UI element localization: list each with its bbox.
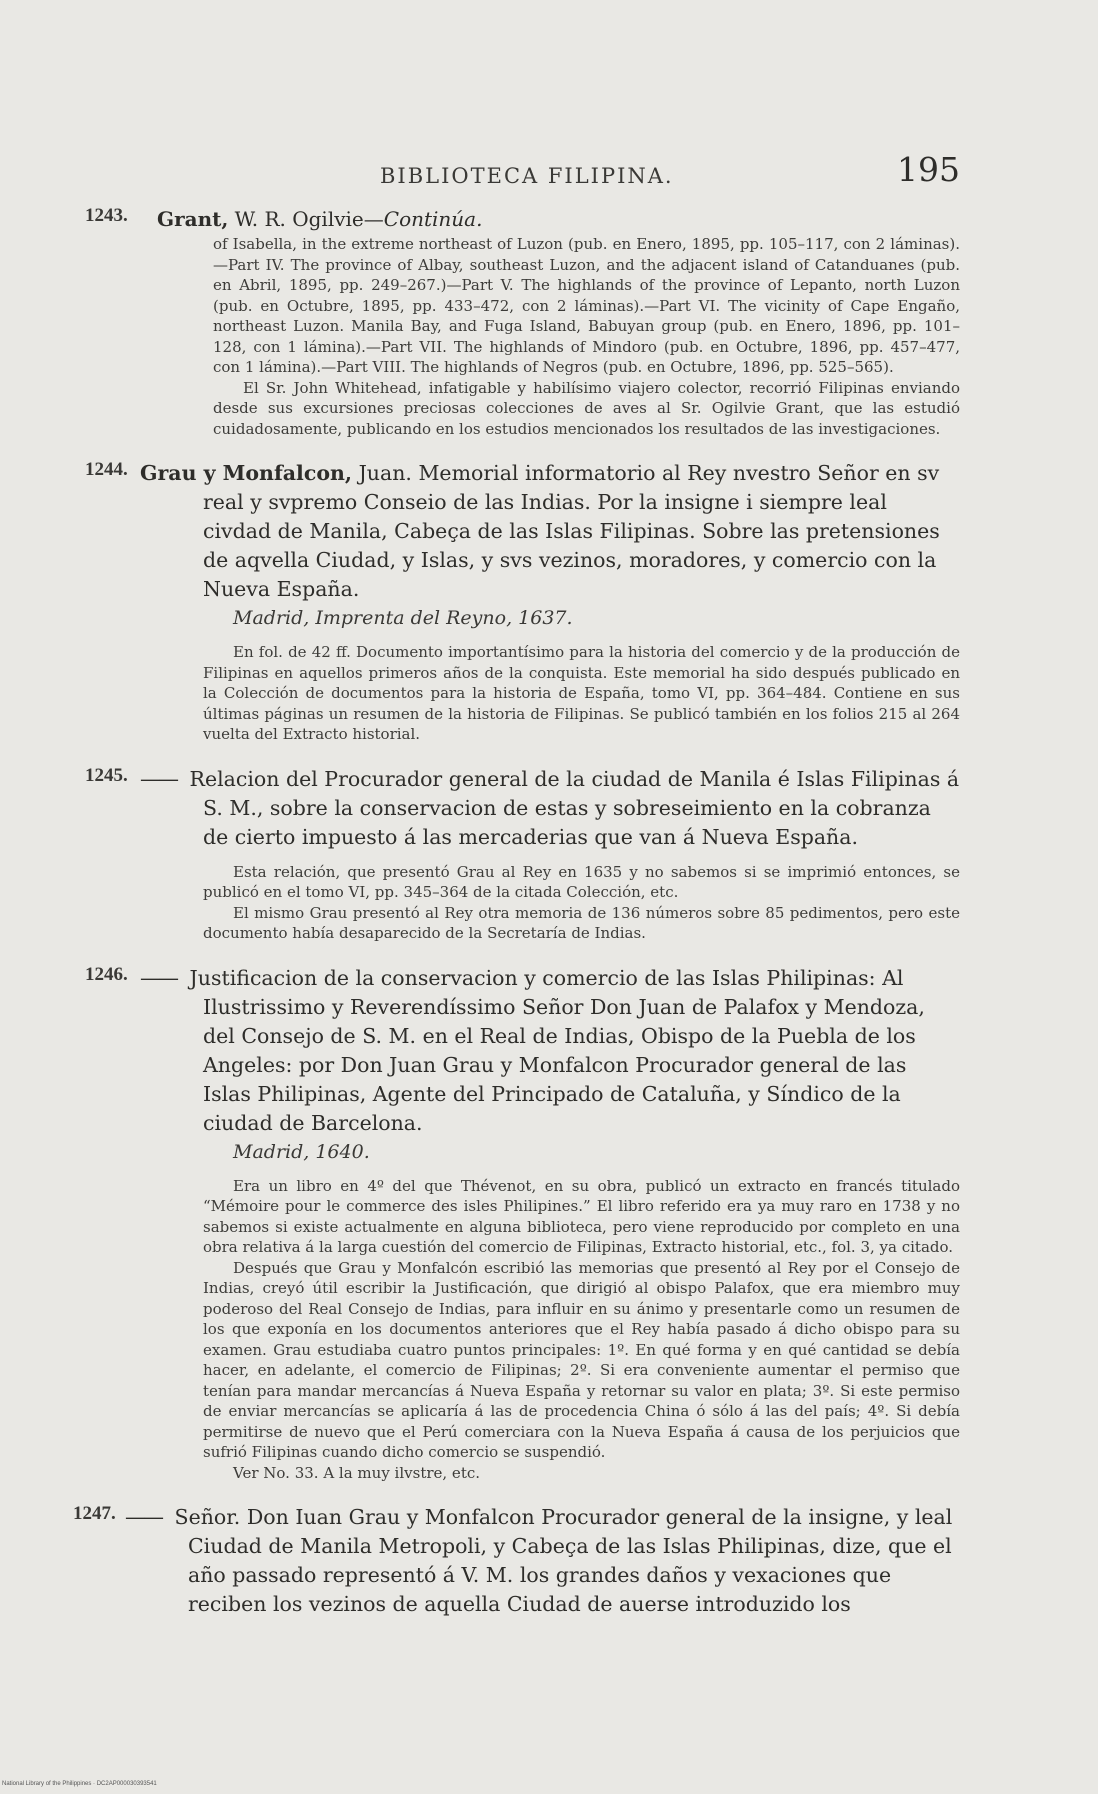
entry-title bbox=[157, 205, 960, 234]
entry-title bbox=[140, 964, 960, 1138]
entry-dash: —— bbox=[140, 766, 177, 791]
entry-number: 1246. bbox=[85, 963, 128, 985]
page-body bbox=[73, 205, 960, 1619]
entry-note: El mismo Grau presentó al Rey otra memoria de 136 números sobre 85 pedimentos, pero este documento había desaparecido de la Secretaría de Indias. bbox=[203, 903, 960, 942]
entry-number: 1243. bbox=[85, 205, 128, 226]
entry-dash: —— bbox=[125, 1505, 162, 1529]
entry-title bbox=[140, 765, 960, 852]
entry-1246 bbox=[85, 964, 960, 1484]
entry-title-text: Relacion del Procurador general de la ciudad de Manila é Islas Filipinas á S. M., sobre la conservacion de estas y sobreseimiento en la cobranza de cierto impuesto á las mercaderias que van á Nueva España. bbox=[189, 766, 960, 849]
entry-title bbox=[140, 459, 960, 604]
entry-number: 1247. bbox=[73, 1503, 116, 1524]
entry-note: Ver No. 33. A la muy ilvstre, etc. bbox=[233, 1463, 481, 1482]
entry-1245 bbox=[85, 765, 960, 944]
entry-note: Esta relación, que presentó Grau al Rey en 1635 y no sabemos si se imprimió entonces, se publicó en el tomo VI, pp. 345–364 de la citada Colección, etc. bbox=[203, 862, 960, 901]
entry-author: Grau y Monfalcon, bbox=[140, 461, 353, 485]
entry-author: Grant, bbox=[157, 207, 229, 231]
running-title: BIBLIOTECA FILIPINA. bbox=[380, 164, 674, 188]
scan-footer: National Library of the Philippines · DC2AP000030393541 bbox=[2, 1781, 157, 1787]
entry-1244 bbox=[85, 459, 960, 745]
entry-imprint: Madrid, 1640. bbox=[233, 1140, 370, 1163]
entry-imprint: Madrid, Imprenta del Reyno, 1637. bbox=[233, 607, 573, 629]
entry-number: 1244. bbox=[85, 459, 128, 480]
entry-1247 bbox=[73, 1503, 960, 1619]
page-header bbox=[190, 150, 960, 198]
entry-continued: Continúa. bbox=[383, 207, 483, 231]
entry-title bbox=[125, 1503, 960, 1619]
entry-note: Era un libro en 4º del que Thévenot, en su obra, publicó un extracto en francés titulado “Mémoire pour le commerce des isles Philipines.” El libro referido era ya muy raro en 1738 y no sabemos si existe actualmente en alguna biblioteca, pero viene reproducido por completo en una obra relativa á la larga cuestión del comercio de Filipinas, Extracto historial, etc., fol. 3, ya citado. bbox=[203, 1176, 960, 1256]
entry-title-text: Justificacion de la conservacion y comercio de las Islas Philipinas: Al Ilustrissimo y Reverendíssimo Señor Don Juan de Palafox y Mendoza, del Consejo de S. M. en el Real de Indias, Obispo de la Puebla de los Angeles: por Don Juan Grau y Monfalcon Procurador general de las Islas Philipinas, Agente del Principado de Cataluña, y Síndico de la ciudad de Barcelona. bbox=[189, 965, 925, 1135]
entry-title-text: W. R. Ogilvie— bbox=[228, 207, 384, 231]
entry-dash: —— bbox=[140, 965, 177, 990]
entry-note: El Sr. John Whitehead, infatigable y habilísimo viajero colector, recorrió Filipinas enviando desde sus excursiones preciosas colecciones de aves al Sr. Ogilvie Grant, que las estudió cuidadosamente, publicando en los estudios mencionados los resultados de las investigaciones. bbox=[213, 378, 960, 438]
entry-note: Después que Grau y Monfalcón escribió las memorias que presentó al Rey por el Consejo de Indias, creyó útil escribir la Justificación, que dirigió al obispo Palafox, que era miembro muy poderoso del Real Consejo de Indias, para influir en su ánimo y presentarle como un resumen de los que exponía en los documentos anteriores que el Rey había pasado á dicho obispo para su examen. Grau estudiaba cuatro puntos principales: 1º. En qué forma y en qué cantidad se debía hacer, en adelante, el comercio de Filipinas; 2º. Si era conveniente aumentar el permiso que tenían para mandar mercancías á Nueva España y retornar su valor en plata; 3º. Si este permiso de enviar mercancías se aplicaría á las de procedencia China ó sólo á las del país; 4º. Si debía permitirse de nuevo que el Perú comerciara con la Nueva España á causa de los perjuicios que sufrió Filipinas cuando dicho comercio se suspendió. bbox=[203, 1258, 960, 1461]
entry-1243 bbox=[85, 205, 960, 439]
entry-number: 1245. bbox=[85, 764, 128, 786]
entry-title-text: Juan. Memorial informatorio al Rey nvestro Señor en sv real y svpremo Conseio de las Indias. Por la insigne i siempre leal civdad de Manila, Cabeça de las Islas Filipinas. Sobre las pretensiones de aqvella Ciudad, y Islas, y svs vezinos, moradores, y comercio con la Nueva España. bbox=[203, 461, 940, 601]
entry-note: of Isabella, in the extreme northeast of Luzon (pub. en Enero, 1895, pp. 105–117, con 2 láminas).—Part IV. The province of Albay, southeast Luzon, and the adjacent island of Catanduanes (pub. en Abril, 1895, pp. 249–267.)—Part V. The highlands of the province of Lepanto, north Luzon (pub. en Octubre, 1895, pp. 433–472, con 2 láminas).—Part VI. The vicinity of Cape Engaño, northeast Luzon. Manila Bay, and Fuga Island, Babuyan group (pub. en Enero, 1896, pp. 101–128, con 1 lámina).—Part VII. The highlands of Mindoro (pub. en Octubre, 1896, pp. 457–477, con 1 lámina).—Part VIII. The highlands of Negros (pub. en Octubre, 1896, pp. 525–565). bbox=[213, 235, 960, 376]
page-number: 195 bbox=[897, 150, 960, 189]
entry-title-text: Señor. Don Iuan Grau y Monfalcon Procurador general de la insigne, y leal Ciudad de Manila Metropoli, y Cabeça de las Islas Philipinas, dize, que el año passado representó á V. M. los grandes daños y vexaciones que reciben los vezinos de aquella Ciudad de auerse introduzido los bbox=[174, 1505, 953, 1616]
entry-note: En fol. de 42 ff. Documento importantísimo para la historia del comercio y de la producción de Filipinas en aquellos primeros años de la conquista. Este memorial ha sido después publicado en la Colección de documentos para la historia de España, tomo VI, pp. 364–484. Contiene en sus últimas páginas un resumen de la historia de Filipinas. Se publicó también en los folios 215 al 264 vuelta del Extracto historial. bbox=[203, 643, 960, 743]
